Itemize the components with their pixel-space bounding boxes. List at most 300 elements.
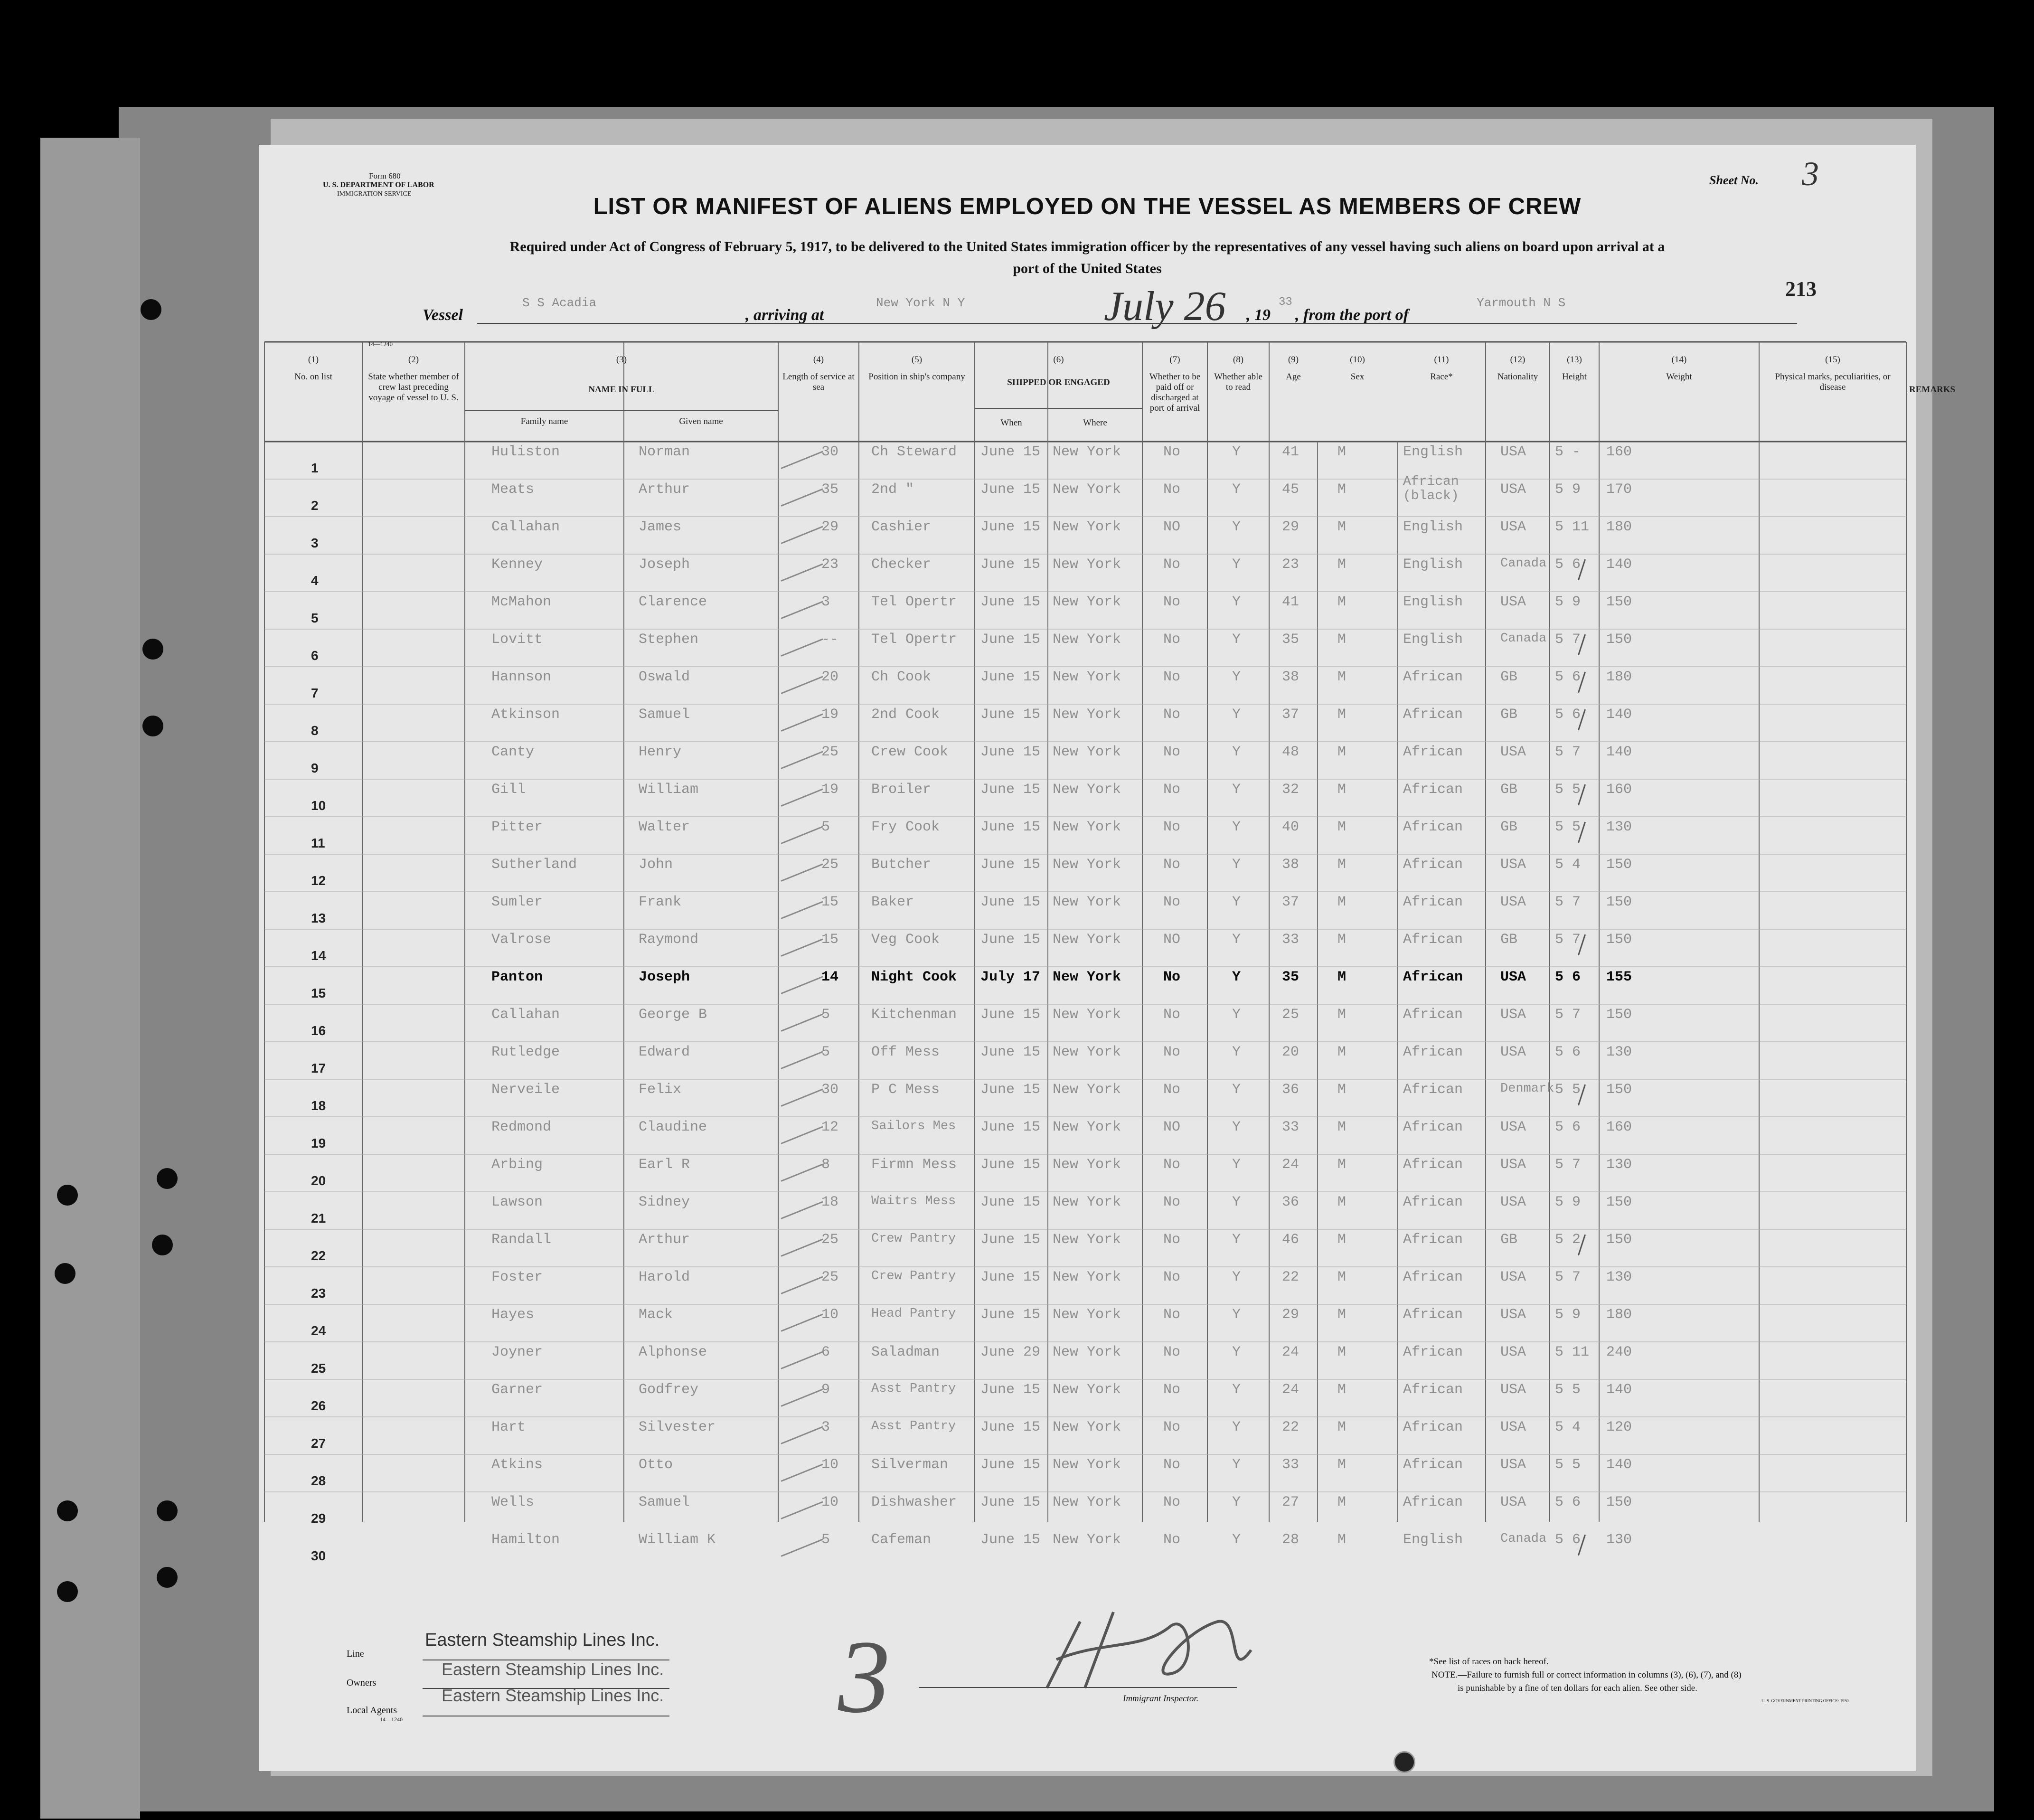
header-c13-label: Height <box>1562 372 1587 382</box>
nationality: USA <box>1500 1119 1526 1135</box>
able-to-read: Y <box>1232 556 1241 573</box>
ship-position: 2nd Cook <box>871 707 940 723</box>
height: 5 6 <box>1555 707 1581 723</box>
nationality: USA <box>1500 1382 1526 1398</box>
height: 5 11 <box>1555 1344 1590 1360</box>
shipped-where: New York <box>1053 519 1121 535</box>
age: 37 <box>1282 894 1300 910</box>
family-name: Canty <box>491 744 535 760</box>
sex: M <box>1337 632 1347 648</box>
race: African <box>1403 932 1463 948</box>
shipped-when: June 15 <box>980 594 1041 610</box>
shipped-when: June 15 <box>980 1419 1041 1435</box>
service-length: 25 <box>821 744 839 760</box>
race-detail: (black) <box>1403 489 1459 503</box>
header-c3-number: (3) <box>616 355 627 365</box>
paid-off: No <box>1163 594 1181 610</box>
height: 5 6 <box>1555 1532 1581 1548</box>
height: 5 6 <box>1555 1494 1581 1510</box>
able-to-read: Y <box>1232 1269 1241 1285</box>
weight: 130 <box>1606 819 1632 835</box>
agents-label: Local Agents <box>347 1705 397 1716</box>
given-name: Norman <box>639 444 690 460</box>
paid-off: No <box>1163 1494 1181 1510</box>
paid-off: No <box>1163 1382 1181 1398</box>
shipped-when: June 15 <box>980 932 1041 948</box>
nationality: USA <box>1500 1269 1526 1285</box>
paid-off: NO <box>1163 1119 1181 1135</box>
line-label: Line <box>347 1649 364 1659</box>
age: 35 <box>1282 969 1300 985</box>
able-to-read: Y <box>1232 782 1241 798</box>
shipped-when: June 15 <box>980 669 1041 685</box>
ship-position: Crew Pantry <box>871 1232 956 1246</box>
sheet-number: 3 <box>1802 155 1819 193</box>
vessel-name: S S Acadia <box>522 296 597 310</box>
paid-off: No <box>1163 632 1181 648</box>
race: African <box>1403 1344 1463 1360</box>
shipped-when: June 15 <box>980 1119 1041 1135</box>
given-name: Silvester <box>639 1419 716 1435</box>
family-name: Atkins <box>491 1457 543 1473</box>
nationality: USA <box>1500 1419 1526 1435</box>
header-c10-number: (10) <box>1350 355 1365 365</box>
family-name: Kenney <box>491 556 543 573</box>
ship-position: Asst Pantry <box>871 1419 956 1433</box>
header-c9-label: Age <box>1286 372 1301 382</box>
given-name: Samuel <box>639 707 690 723</box>
weight: 130 <box>1606 1532 1632 1548</box>
service-length: -- <box>821 632 839 648</box>
service-length: 5 <box>821 1044 830 1060</box>
row-number: 25 <box>311 1361 326 1376</box>
header-c16-label: REMARKS <box>1909 385 1956 395</box>
ship-position: Ch Steward <box>871 444 957 460</box>
family-name: Randall <box>491 1232 552 1248</box>
family-name: Callahan <box>491 1007 560 1023</box>
service-length: 3 <box>821 594 830 610</box>
age: 41 <box>1282 444 1300 460</box>
ship-position: Tel Opertr <box>871 594 957 610</box>
ship-position: Night Cook <box>871 969 957 985</box>
row-number: 5 <box>311 611 319 625</box>
header-c2-number: (2) <box>408 355 419 365</box>
service-length: 30 <box>821 1082 839 1098</box>
header-c8-number: (8) <box>1233 355 1244 365</box>
header-c5-label: Position in ship's company <box>868 372 965 382</box>
race: African <box>1403 1157 1463 1173</box>
ship-position: Silverman <box>871 1457 949 1473</box>
sex: M <box>1337 744 1347 760</box>
shipped-where: New York <box>1053 744 1121 760</box>
shipped-when: July 17 <box>980 969 1041 985</box>
given-name: Joseph <box>639 556 690 573</box>
height: 5 7 <box>1555 932 1581 948</box>
shipped-where: New York <box>1053 1157 1121 1173</box>
year-suffix: 33 <box>1279 296 1292 309</box>
race: African <box>1403 474 1459 489</box>
given-name: George B <box>639 1007 707 1023</box>
row-number: 17 <box>311 1061 326 1075</box>
nationality: USA <box>1500 1344 1526 1360</box>
race: African <box>1403 744 1463 760</box>
paid-off: No <box>1163 819 1181 835</box>
binder-hole <box>157 1500 178 1521</box>
height: 5 5 <box>1555 782 1581 798</box>
able-to-read: Y <box>1232 819 1241 835</box>
able-to-read: Y <box>1232 444 1241 460</box>
row-number: 1 <box>311 461 319 475</box>
height: 5 5 <box>1555 1457 1581 1473</box>
age: 36 <box>1282 1082 1300 1098</box>
nationality: USA <box>1500 444 1526 460</box>
height: 5 4 <box>1555 857 1581 873</box>
shipped-where: New York <box>1053 1194 1121 1210</box>
paid-off: No <box>1163 1194 1181 1210</box>
row-number: 9 <box>311 761 319 775</box>
age: 36 <box>1282 1194 1300 1210</box>
able-to-read: Y <box>1232 969 1241 985</box>
header-c6b-label: Where <box>1083 418 1107 428</box>
able-to-read: Y <box>1232 1494 1241 1510</box>
given-name: William K <box>639 1532 716 1548</box>
binder-hole <box>57 1581 78 1602</box>
given-name: Samuel <box>639 1494 690 1510</box>
able-to-read: Y <box>1232 1382 1241 1398</box>
paid-off: No <box>1163 1344 1181 1360</box>
family-name: Lovitt <box>491 632 543 648</box>
sex: M <box>1337 1532 1347 1548</box>
height: 5 7 <box>1555 632 1581 648</box>
checkmark <box>781 1539 823 1557</box>
page-number: 213 <box>1785 277 1817 301</box>
sex: M <box>1337 1007 1347 1023</box>
paid-off: No <box>1163 1044 1181 1060</box>
given-name: Walter <box>639 819 690 835</box>
stamp-mark <box>1394 1751 1415 1773</box>
service-length: 10 <box>821 1457 839 1473</box>
ship-position: Crew Cook <box>871 744 949 760</box>
paid-off: No <box>1163 1457 1181 1473</box>
shipped-when: June 15 <box>980 1269 1041 1285</box>
nationality: GB <box>1500 819 1518 835</box>
given-name: John <box>639 857 673 873</box>
row-number: 8 <box>311 723 319 738</box>
service-length: 10 <box>821 1494 839 1510</box>
weight: 180 <box>1606 1307 1632 1323</box>
family-name: Redmond <box>491 1119 552 1135</box>
nationality: Canada <box>1500 1532 1547 1546</box>
height: 5 7 <box>1555 1269 1581 1285</box>
weight: 150 <box>1606 632 1632 648</box>
shipped-where: New York <box>1053 594 1121 610</box>
paid-off: No <box>1163 1007 1181 1023</box>
sex: M <box>1337 1382 1347 1398</box>
sex: M <box>1337 669 1347 685</box>
able-to-read: Y <box>1232 857 1241 873</box>
able-to-read: Y <box>1232 1044 1241 1060</box>
service-length: 20 <box>821 669 839 685</box>
paid-off: No <box>1163 481 1181 498</box>
note-races: *See list of races on back hereof. <box>1429 1657 1549 1667</box>
ship-position: Saladman <box>871 1344 940 1360</box>
department-name: U. S. DEPARTMENT OF LABOR <box>323 181 434 189</box>
weight: 160 <box>1606 444 1632 460</box>
sex: M <box>1337 1307 1347 1323</box>
weight: 155 <box>1606 969 1632 985</box>
shipped-when: June 15 <box>980 1082 1041 1098</box>
given-name: Claudine <box>639 1119 707 1135</box>
sex: M <box>1337 1494 1347 1510</box>
weight: 180 <box>1606 669 1632 685</box>
ship-position: Fry Cook <box>871 819 940 835</box>
able-to-read: Y <box>1232 1007 1241 1023</box>
ship-position: Asst Pantry <box>871 1382 956 1396</box>
nationality: GB <box>1500 1232 1518 1248</box>
shipped-where: New York <box>1053 1344 1121 1360</box>
age: 46 <box>1282 1232 1300 1248</box>
race: English <box>1403 556 1463 573</box>
weight: 140 <box>1606 1382 1632 1398</box>
family-name: Valrose <box>491 932 552 948</box>
ship-position: Cafeman <box>871 1532 932 1548</box>
service-length: 14 <box>821 969 839 985</box>
shipped-where: New York <box>1053 669 1121 685</box>
shipped-when: June 15 <box>980 1307 1041 1323</box>
header-c5-number: (5) <box>911 355 923 365</box>
paid-off: No <box>1163 1232 1181 1248</box>
nationality: USA <box>1500 1307 1526 1323</box>
given-name: Sidney <box>639 1194 690 1210</box>
header-c6a-label: When <box>1000 418 1022 428</box>
able-to-read: Y <box>1232 1307 1241 1323</box>
race: African <box>1403 1307 1463 1323</box>
age: 38 <box>1282 857 1300 873</box>
shipped-where: New York <box>1053 857 1121 873</box>
weight: 150 <box>1606 857 1632 873</box>
header-c3b-label: Given name <box>679 416 723 426</box>
able-to-read: Y <box>1232 707 1241 723</box>
family-name: Hamilton <box>491 1532 560 1548</box>
family-name: Callahan <box>491 519 560 535</box>
sex: M <box>1337 556 1347 573</box>
shipped-when: June 15 <box>980 782 1041 798</box>
sex: M <box>1337 1082 1347 1098</box>
header-c14-number: (14) <box>1671 355 1687 365</box>
service-length: 9 <box>821 1382 830 1398</box>
nationality: GB <box>1500 932 1518 948</box>
race: African <box>1403 894 1463 910</box>
weight: 240 <box>1606 1344 1632 1360</box>
weight: 130 <box>1606 1044 1632 1060</box>
sex: M <box>1337 819 1347 835</box>
able-to-read: Y <box>1232 1532 1241 1548</box>
weight: 150 <box>1606 932 1632 948</box>
shipped-when: June 15 <box>980 1494 1041 1510</box>
binder-hole <box>55 1263 75 1284</box>
sex: M <box>1337 969 1347 985</box>
ship-position: Off Mess <box>871 1044 940 1060</box>
age: 29 <box>1282 1307 1300 1323</box>
binder-hole <box>57 1185 78 1206</box>
age: 45 <box>1282 481 1300 498</box>
family-name: Hart <box>491 1419 526 1435</box>
nationality: Canada <box>1500 632 1547 646</box>
from-port: Yarmouth N S <box>1477 296 1566 310</box>
shipped-where: New York <box>1053 1494 1121 1510</box>
race: English <box>1403 1532 1463 1548</box>
shipped-when: June 15 <box>980 1044 1041 1060</box>
page-subtitle-2: port of the United States <box>1013 261 1162 276</box>
service-length: 19 <box>821 782 839 798</box>
paid-off: No <box>1163 707 1181 723</box>
arriving-label: , arriving at <box>745 306 824 324</box>
able-to-read: Y <box>1232 481 1241 498</box>
height: 5 9 <box>1555 481 1581 498</box>
sheet-label: Sheet No. <box>1709 173 1759 187</box>
printing-office: U. S. GOVERNMENT PRINTING OFFICE: 1930 <box>1761 1698 1849 1703</box>
row-number: 22 <box>311 1248 326 1263</box>
binder-hole <box>157 1168 178 1189</box>
owners-label: Owners <box>347 1678 377 1688</box>
page-title: LIST OR MANIFEST OF ALIENS EMPLOYED ON THE VESSEL AS MEMBERS OF CREW <box>593 194 1582 219</box>
service-length: 5 <box>821 1007 830 1023</box>
row-number: 28 <box>311 1473 326 1488</box>
family-name: Garner <box>491 1382 543 1398</box>
inspector-label: Immigrant Inspector. <box>1123 1694 1199 1704</box>
nationality: GB <box>1500 782 1518 798</box>
age: 33 <box>1282 932 1300 948</box>
height: 5 9 <box>1555 1307 1581 1323</box>
shipped-when: June 15 <box>980 857 1041 873</box>
inspector-signature <box>1028 1593 1275 1702</box>
header-c12-number: (12) <box>1510 355 1526 365</box>
height: 5 4 <box>1555 1419 1581 1435</box>
row-number: 23 <box>311 1286 326 1301</box>
header-c11-label: Race* <box>1430 372 1453 382</box>
nationality: USA <box>1500 1494 1526 1510</box>
given-name: Joseph <box>639 969 690 985</box>
shipped-where: New York <box>1053 1307 1121 1323</box>
shipped-when: June 15 <box>980 1457 1041 1473</box>
shipped-when: June 15 <box>980 744 1041 760</box>
nationality: USA <box>1500 1007 1526 1023</box>
given-name: Earl R <box>639 1157 690 1173</box>
ship-position: Kitchenman <box>871 1007 957 1023</box>
header-c2-label: State whether member of crew last preceding voyage of vessel to U. S. <box>368 372 459 403</box>
ship-position: Head Pantry <box>871 1307 956 1321</box>
binder-hole <box>142 639 163 660</box>
shipped-when: June 15 <box>980 556 1041 573</box>
sex: M <box>1337 1157 1347 1173</box>
race: English <box>1403 594 1463 610</box>
given-name: Raymond <box>639 932 699 948</box>
sex: M <box>1337 1044 1347 1060</box>
height: 5 6 <box>1555 1119 1581 1135</box>
given-name: Godfrey <box>639 1382 699 1398</box>
vessel-label: Vessel <box>423 306 463 324</box>
ship-position: Crew Pantry <box>871 1269 956 1283</box>
family-name: Joyner <box>491 1344 543 1360</box>
shipped-where: New York <box>1053 1082 1121 1098</box>
family-name: Rutledge <box>491 1044 560 1060</box>
given-name: Clarence <box>639 594 707 610</box>
race: African <box>1403 782 1463 798</box>
height: 5 5 <box>1555 819 1581 835</box>
family-name: Wells <box>491 1494 535 1510</box>
service-length: 30 <box>821 444 839 460</box>
shipped-where: New York <box>1053 1044 1121 1060</box>
header-c15-label: Physical marks, peculiarities, or disease <box>1775 372 1891 392</box>
able-to-read: Y <box>1232 1232 1241 1248</box>
service-length: 10 <box>821 1307 839 1323</box>
service-length: 15 <box>821 932 839 948</box>
paid-off: No <box>1163 1082 1181 1098</box>
given-name: Arthur <box>639 1232 690 1248</box>
form-code-top: 14—1240 <box>368 340 393 348</box>
row-number: 14 <box>311 948 326 963</box>
weight: 150 <box>1606 594 1632 610</box>
race: English <box>1403 519 1463 535</box>
service-length: 12 <box>821 1119 839 1135</box>
weight: 170 <box>1606 481 1632 498</box>
race: African <box>1403 857 1463 873</box>
service-length: 5 <box>821 819 830 835</box>
race: African <box>1403 1194 1463 1210</box>
paid-off: No <box>1163 969 1181 985</box>
height: 5 6 <box>1555 1044 1581 1060</box>
header-c13-number: (13) <box>1567 355 1582 365</box>
race: African <box>1403 1269 1463 1285</box>
sex: M <box>1337 894 1347 910</box>
row-number: 15 <box>311 986 326 1000</box>
binder-hole <box>142 716 163 736</box>
given-name: Arthur <box>639 481 690 498</box>
height: 5 6 <box>1555 669 1581 685</box>
age: 22 <box>1282 1269 1300 1285</box>
ship-position: Cashier <box>871 519 932 535</box>
weight: 150 <box>1606 1082 1632 1098</box>
race: African <box>1403 1457 1463 1473</box>
shipped-when: June 15 <box>980 1007 1041 1023</box>
header-c14-label: Weight <box>1666 372 1692 382</box>
nationality: USA <box>1500 857 1526 873</box>
service-length: 19 <box>821 707 839 723</box>
age: 35 <box>1282 632 1300 648</box>
age: 33 <box>1282 1119 1300 1135</box>
paid-off: No <box>1163 1532 1181 1548</box>
race: African <box>1403 1082 1463 1098</box>
service-length: 23 <box>821 556 839 573</box>
row-number: 16 <box>311 1023 326 1038</box>
race: African <box>1403 669 1463 685</box>
able-to-read: Y <box>1232 1457 1241 1473</box>
service-length: 18 <box>821 1194 839 1210</box>
able-to-read: Y <box>1232 594 1241 610</box>
sex: M <box>1337 594 1347 610</box>
weight: 150 <box>1606 894 1632 910</box>
given-name: William <box>639 782 699 798</box>
nationality: USA <box>1500 969 1526 985</box>
row-number: 7 <box>311 686 319 700</box>
ship-position: Dishwasher <box>871 1494 957 1510</box>
given-name: Otto <box>639 1457 673 1473</box>
shipped-where: New York <box>1053 1007 1121 1023</box>
family-name: Sutherland <box>491 857 577 873</box>
row-number: 26 <box>311 1398 326 1413</box>
sex: M <box>1337 857 1347 873</box>
sex: M <box>1337 1232 1347 1248</box>
